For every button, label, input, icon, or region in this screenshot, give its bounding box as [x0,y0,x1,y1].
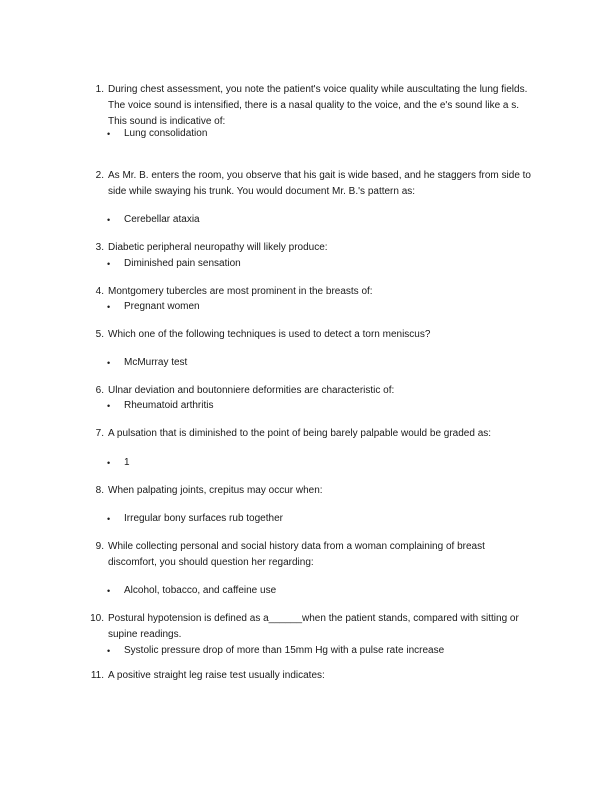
question-text: As Mr. B. enters the room, you observe that his gait is wide based, and he staggers from side to side while swaying his trunk. You would document Mr. B.'s pattern as: [108,170,531,197]
question-number: 4. [95,286,104,297]
bullet-icon: • [107,646,111,656]
answer-text: Cerebellar ataxia [124,214,200,225]
bullet-icon: • [107,514,111,524]
answer-text: Lung consolidation [124,128,208,139]
bullet-icon: • [107,358,111,368]
question-number: 5. [95,329,104,340]
bullet-icon: • [107,129,111,139]
question-text: While collecting personal and social history data from a woman complaining of breast discomfort, you should question her regarding: [108,541,485,568]
answer-text: Alcohol, tobacco, and caffeine use [124,585,277,596]
question-number: 1. [95,84,104,95]
bullet-icon: • [107,302,111,312]
answer-text: 1 [124,457,130,468]
answer-text: Systolic pressure drop of more than 15mm Hg with a pulse rate increase [124,645,445,656]
question-text: Postural hypotension is defined as a______when the patient stands, compared with sitting or supine readings. [108,613,519,640]
bullet-icon: • [107,401,111,411]
question-text: A pulsation that is diminished to the point of being barely palpable would be graded as: [108,428,492,439]
question-number: 7. [95,428,104,439]
answer-text: Rheumatoid arthritis [124,400,214,411]
question-text: Montgomery tubercles are most prominent in the breasts of: [108,286,373,297]
question-number: 2. [95,170,104,181]
answer-text: Irregular bony surfaces rub together [124,513,283,524]
question-text: Ulnar deviation and boutonniere deformities are characteristic of: [108,385,395,396]
question-text: When palpating joints, crepitus may occur when: [108,485,323,496]
question-number: 9. [95,541,104,552]
question-number: 8. [95,485,104,496]
answer-text: McMurray test [124,357,188,368]
question-number: 3. [95,242,104,253]
question-number: 6. [95,385,104,396]
bullet-icon: • [107,458,111,468]
question-text: A positive straight leg raise test usually indicates: [108,670,325,681]
answer-text: Diminished pain sensation [124,258,241,269]
bullet-icon: • [107,586,111,596]
question-text: Diabetic peripheral neuropathy will likely produce: [108,242,328,253]
answer-text: Pregnant women [124,301,200,312]
question-number: 10. [90,613,104,624]
bullet-icon: • [107,215,111,225]
question-number: 11. [90,670,104,681]
question-text: During chest assessment, you note the patient's voice quality while auscultating the lung fields. The voice sound is intensified, there is a nasal quality to the voice, and the e's sound like a s. This sound is indicative of: [108,84,528,127]
bullet-icon: • [107,259,111,269]
question-text: Which one of the following techniques is used to detect a torn meniscus? [108,329,431,340]
